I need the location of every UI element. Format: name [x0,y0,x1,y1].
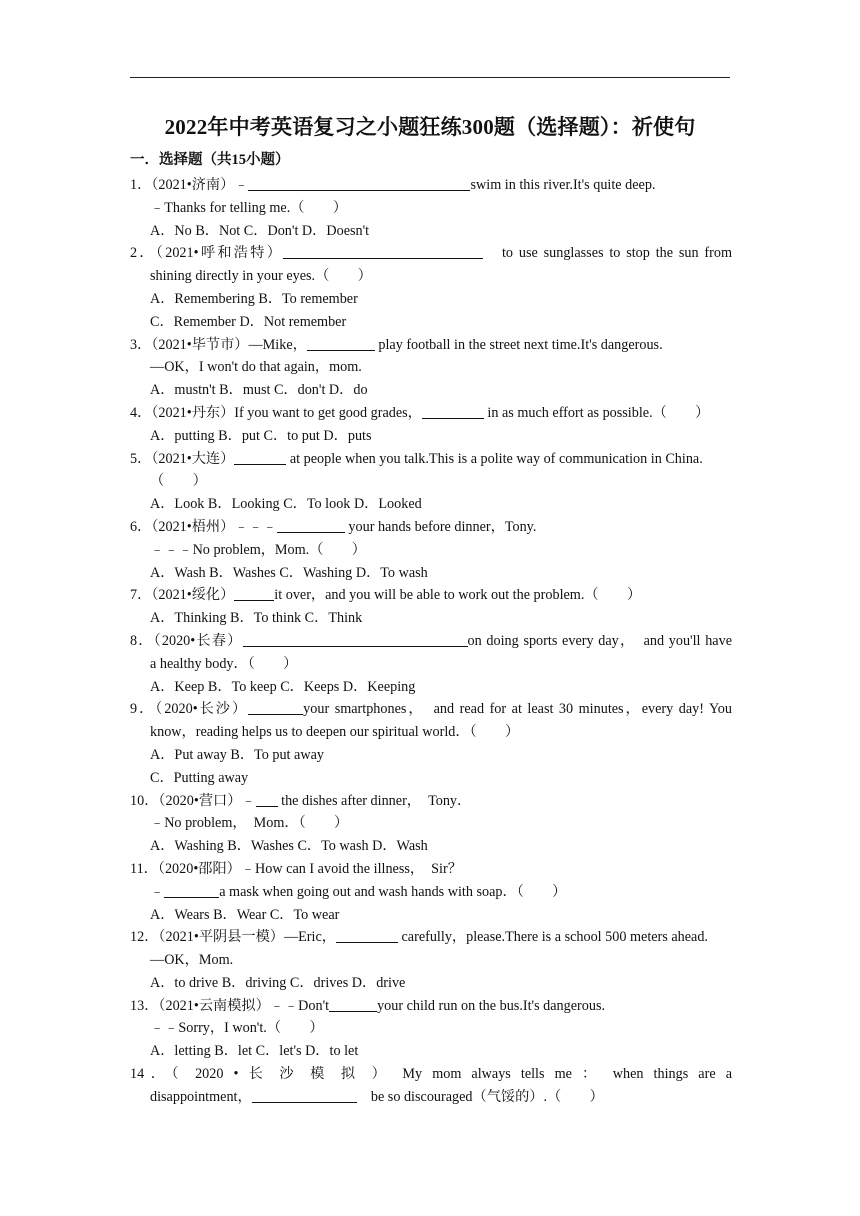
question-number: 12． [130,929,159,946]
question-text-line [130,698,732,721]
question-text: —OK，I won't do that again，mom. [150,359,362,376]
question-text: your child run on the bus.It's dangerous. [377,997,606,1014]
answer-blank [243,631,468,647]
question-text: （2021•梧州）﹣﹣﹣ [151,518,277,535]
question-text: in as much effort as possible.（ ） [483,404,710,421]
answer-blank [248,175,470,191]
question-text: （2021•丹东）If you want to get good grades， [151,404,422,421]
answer-options: A．Wears B．Wear C．To wear [150,906,340,923]
question-number: 9． [130,701,156,718]
question-text: swim in this river.It's quite deep. [470,177,656,193]
question-text: it over，and you will be able to work out the problem.（ ） [274,587,642,604]
question-number: 1． [130,177,152,193]
question-number: 5． [130,450,152,467]
question-text-line [130,630,732,653]
section-heading: 一．选择题（共15小题） [130,152,290,168]
question-text: ﹣﹣﹣No problem，Mom.（ ） [150,541,366,558]
question-text: （2021•呼和浩特） [155,245,284,262]
question-number: 11． [130,860,158,877]
question-text-line [130,334,732,357]
question-text-line [130,470,732,493]
question-text-line [130,242,732,265]
question-text: carefully，please.There is a school 500 meters ahead. [397,929,708,946]
header-rule [130,77,730,78]
question-text: （2020•长春） [153,632,243,649]
question-text: （2021•济南）﹣ [151,177,249,193]
question-text: （2021•大连） [151,450,235,467]
question-text-line [130,721,732,744]
answer-blank [307,335,375,351]
question-8 [130,630,732,698]
question-text-line [130,949,732,972]
answer-options: A．mustn't B．must C．don't D．do [150,382,368,399]
question-text: （ 2020 • 长 沙 模 拟 ） My mom always tells me ： when things are a [171,1066,732,1083]
answer-options: A．Wash B．Washes C．Washing D．To wash [150,564,428,581]
answer-options: A．putting B．put C．to put D．puts [150,427,372,444]
question-text: （2021•平阴县一模）—Eric， [158,929,336,946]
answer-blank [336,927,398,943]
answer-options: A．to drive B．driving C．drives D．drive [150,974,406,991]
question-text: know，reading helps us to deepen our spiritual world．（ ） [150,724,520,741]
question-text: ﹣Thanks for telling me.（ ） [150,199,348,216]
answer-options: A．Keep B．To keep C．Keeps D．Keeping [150,678,416,695]
question-text: （2021•绥化） [151,587,235,604]
question-text-line [130,926,732,949]
question-9 [130,698,732,789]
question-text: （2020•邵阳）﹣How can I avoid the illness， Sir？ [157,860,462,877]
question-3 [130,334,732,402]
question-text: （2021•毕节市）—Mike， [151,336,307,353]
answer-options: A．Look B．Looking C．To look D．Looked [150,496,422,513]
question-text: —OK，Mom. [150,952,234,969]
question-2 [130,242,732,333]
question-5 [130,448,732,516]
question-text-line [130,790,732,813]
question-number: 13． [130,997,159,1014]
question-text: shining directly in your eyes.（ ） [150,268,372,285]
answer-blank [252,1087,357,1103]
answer-options: A．Washing B．Washes C．To wash D．Wash [150,838,428,855]
question-text: your smartphones， and read for at least 30 minutes，every day! You [303,701,732,718]
question-number: 10． [130,792,159,809]
answer-blank [283,243,483,259]
answer-options: A．letting B．let C．let's D．to let [150,1043,359,1060]
question-text: ﹣﹣Sorry，I won't.（ ） [150,1020,324,1037]
question-text: to use sunglasses to stop the sun from [483,245,732,262]
question-1 [130,174,732,242]
question-10 [130,790,732,858]
question-14 [130,1063,732,1109]
question-text: the dishes after dinner， Tony． [277,792,472,809]
question-text: （2020•长沙） [155,701,249,718]
question-number: 2． [130,245,156,262]
question-text-line [130,448,732,471]
question-text-line [130,197,732,220]
answer-blank [329,996,377,1012]
question-number: 3． [130,336,152,353]
question-text: on doing sports every day， and you'll have [467,632,732,649]
question-text-line [130,881,732,904]
question-11 [130,858,732,926]
question-text-line [130,402,732,425]
question-text: a healthy body．（ ） [150,655,298,672]
question-text-line [130,858,732,881]
question-text-line [130,1063,732,1086]
question-text-line [130,539,732,562]
question-text-line [130,174,732,197]
question-12 [130,926,732,994]
question-text: ﹣No problem， Mom．（ ） [150,815,349,832]
answer-blank [234,585,274,601]
question-text: （2020•营口）﹣ [158,792,256,809]
question-text-line [130,516,732,539]
question-text-line [130,265,732,288]
question-text-line [130,812,732,835]
answer-blank [422,403,484,419]
question-number: 8． [130,632,154,649]
question-number: 6． [130,518,152,535]
answer-options: C．Remember D．Not remember [150,313,347,330]
answer-blank [234,449,286,465]
question-number: 7． [130,587,152,604]
answer-options: A．No B．Not C．Don't D．Doesn't [150,222,370,239]
question-text: disappointment， [150,1088,252,1105]
question-text: （ ） [150,473,207,490]
question-4 [130,402,732,448]
question-number: 4． [130,404,152,421]
question-text: your hands before dinner，Tony. [344,518,537,535]
question-7 [130,584,732,630]
answer-options: A．Remembering B．To remember [150,290,358,307]
question-number: 14． [130,1066,172,1083]
question-list [130,174,732,1109]
answer-options: A．Put away B．To put away [150,746,324,763]
question-6 [130,516,732,584]
answer-blank [164,882,219,898]
question-text: （2021•云南模拟）﹣﹣Don't [158,997,330,1014]
answer-blank [248,699,303,715]
question-text: play football in the street next time.It's dangerous. [374,336,663,353]
question-text: at people when you talk.This is a polite way of communication in China. [286,450,703,467]
answer-options: C．Putting away [150,769,249,786]
question-text-line [130,584,732,607]
question-text-line [130,995,732,1018]
answer-blank [256,791,278,807]
question-text-line [130,356,732,379]
question-text-line [130,653,732,676]
question-text: be so discouraged（气馁的）.（ ） [356,1088,604,1105]
question-text-line [130,1086,732,1109]
question-text: a mask when going out and wash hands with soap．（ ） [219,883,567,900]
question-text-line [130,1017,732,1040]
question-text: ﹣ [150,883,165,900]
question-13 [130,995,732,1063]
page-title: 2022年中考英语复习之小题狂练300题（选择题）：祈使句 [164,115,696,139]
answer-options: A．Thinking B．To think C．Think [150,610,363,627]
answer-blank [277,517,345,533]
